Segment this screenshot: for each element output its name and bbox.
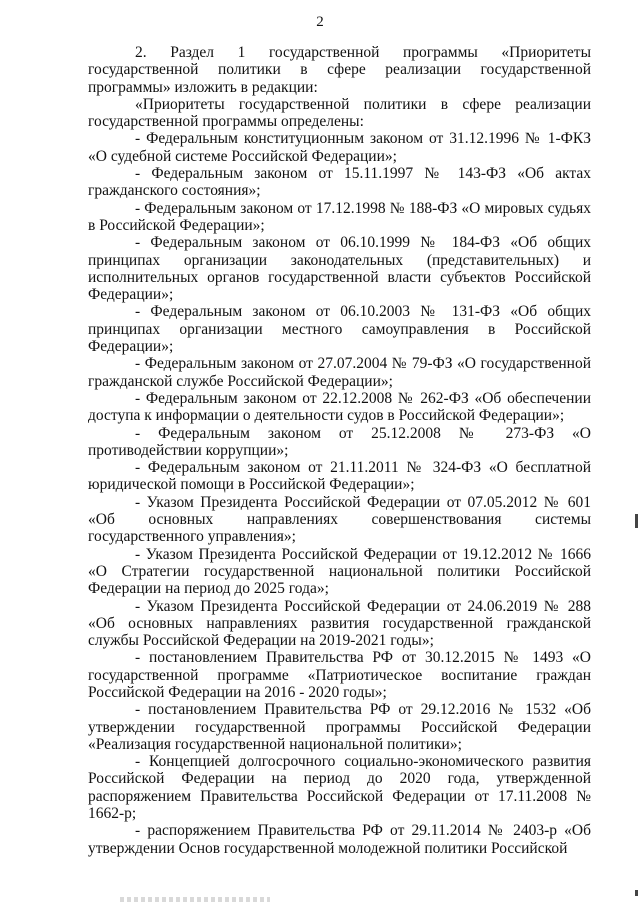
list-item: - Федеральным законом от 15.11.1997 № 143-ФЗ «Об актах гражданского состояния»; xyxy=(88,165,591,200)
paragraph-priorities-intro: «Приоритеты государственной политики в сфере реализации государственной программы определены: xyxy=(88,95,591,131)
list-item: - Указом Президента Российской Федерации от 07.05.2012 № 601 «Об основных направлениях совершенствования системы государственного управления»; xyxy=(88,493,591,546)
scan-edge-mark xyxy=(635,890,638,896)
list-item: - Федеральным законом от 27.07.2004 № 79-ФЗ «О государственной гражданской службе Российской Федерации»; xyxy=(88,355,591,390)
list-item: - Федеральным законом от 21.11.2011 № 324-ФЗ «О бесплатной юридической помощи в Российской Федерации»; xyxy=(88,459,591,494)
list-item: - Федеральным законом от 06.10.1999 № 184-ФЗ «Об общих принципах организации законодательных (представительных) и исполнительных органов государственной власти субъектов Российской Федерации»; xyxy=(88,234,591,304)
list-item: - постановлением Правительства РФ от 30.12.2015 № 1493 «О государственной программе «Патриотическое воспитание граждан Российской Федерации на 2016 - 2020 годы»; xyxy=(88,649,591,701)
list-item: - Федеральным конституционным законом от 31.12.1996 № 1-ФКЗ «О судебной системе Российской Федерации»; xyxy=(88,130,591,165)
page-number: 2 xyxy=(316,14,324,30)
list-item: - распоряжением Правительства РФ от 29.11.2014 № 2403-р «Об утверждении Основ государственной молодежной политики Российской xyxy=(88,822,591,857)
list-item: - Федеральным законом от 17.12.1998 № 188-ФЗ «О мировых судьях в Российской Федерации»; xyxy=(88,199,591,234)
list-item: - постановлением Правительства РФ от 29.12.2016 № 1532 «Об утверждении государственной программы Российской Федерации «Реализация государственной национальной политики»; xyxy=(88,701,591,753)
list-item: - Концепцией долгосрочного социально-экономического развития Российской Федерации на период до 2020 года, утвержденной распоряжением Правительства Российской Федерации от 17.11.2008 № 1662-р; xyxy=(88,753,591,823)
paragraph-section-intro: 2. Раздел 1 государственной программы «Приоритеты государственной политики в сфере реализации государственной программы» изложить в редакции: xyxy=(88,44,591,96)
list-item: - Федеральным законом от 06.10.2003 № 131-ФЗ «Об общих принципах организации местного самоуправления в Российской Федерации»; xyxy=(88,303,591,356)
list-item: - Указом Президента Российской Федерации от 24.06.2019 № 288 «Об основных направлениях развития государственной гражданской службы Российской Федерации на 2019-2021 годы»; xyxy=(88,597,591,650)
list-item: - Федеральным законом от 25.12.2008 № 273-ФЗ «О противодействии коррупции»; xyxy=(88,424,591,459)
list-item: - Указом Президента Российской Федерации от 19.12.2012 № 1666 «О Стратегии государственной национальной политики Российской Федерации на период до 2025 года»; xyxy=(88,545,591,598)
list-item: - Федеральным законом от 22.12.2008 № 262-ФЗ «Об обеспечении доступа к информации о деятельности судов в Российской Федерации»; xyxy=(88,389,591,425)
document-body xyxy=(88,44,591,857)
scan-edge-mark xyxy=(635,514,638,528)
scan-footer-artifact xyxy=(120,897,270,902)
